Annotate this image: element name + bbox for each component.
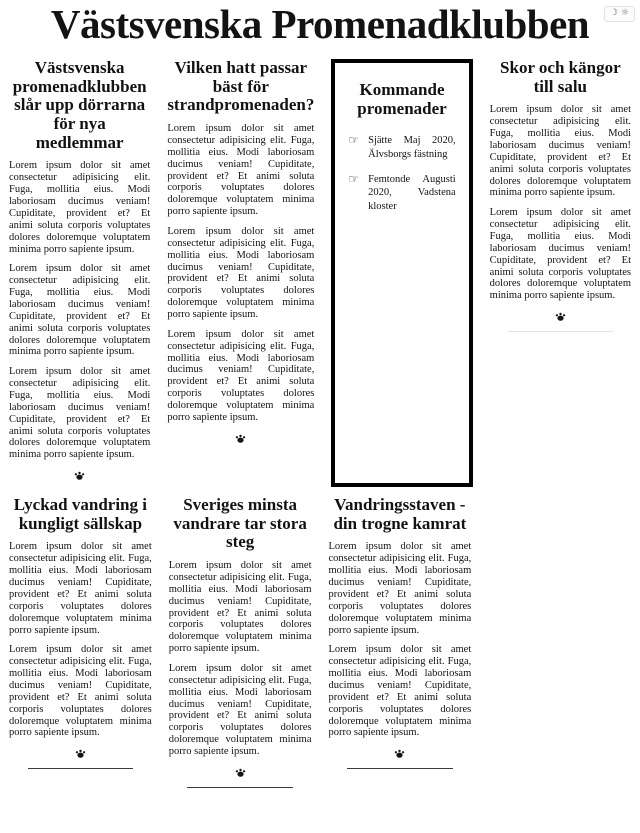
article-paragraph: Lorem ipsum dolor sit amet consectetur adipisicing elit. Fuga, mollitia eius. Modi laboriosam ducimus veniam! Cupiditate, provident et? Et animi soluta corporis voluptates dolores doloremque voluptatem minima porro sapiente ipsum. bbox=[167, 123, 315, 218]
article-divider bbox=[28, 768, 134, 769]
article-heading: Västsvenska promenadklubben slår upp dörrarna för nya medlemmar bbox=[12, 58, 147, 152]
paw-icon bbox=[169, 766, 312, 782]
empty-column bbox=[488, 496, 631, 506]
event-item bbox=[348, 173, 455, 214]
sun-icon: ☼ bbox=[620, 8, 629, 18]
article-paragraph: Lorem ipsum dolor sit amet consectetur adipisicing elit. Fuga, mollitia eius. Modi laboriosam ducimus veniam! Cupiditate, provident et? Et animi soluta corporis voluptates dolores doloremque voluptatem minima porro sapiente ipsum. bbox=[9, 160, 151, 255]
theme-toggle[interactable] bbox=[604, 6, 635, 22]
paw-icon bbox=[167, 432, 314, 448]
article-shoes-for-sale bbox=[490, 59, 631, 332]
article-walking-stick bbox=[329, 496, 472, 769]
article-paragraph: Lorem ipsum dolor sit amet consectetur adipisicing elit. Fuga, mollitia eius. Modi laboriosam ducimus veniam! Cupiditate, provident et? Et animi soluta corporis voluptates dolores doloremque voluptatem minima porro sapiente ipsum. bbox=[9, 263, 151, 358]
pointing-hand-icon: ☞ bbox=[348, 171, 360, 186]
article-smallest-walker bbox=[169, 496, 312, 788]
paw-icon bbox=[9, 747, 152, 763]
article-paragraph: Lorem ipsum dolor sit amet consectetur adipisicing elit. Fuga, mollitia eius. Modi laboriosam ducimus veniam! Cupiditate, provident et? Et animi soluta corporis voluptates dolores doloremque voluptatem minima porro sapiente ipsum. bbox=[168, 663, 312, 758]
article-divider bbox=[508, 331, 613, 332]
article-heading: Skor och kängor till salu bbox=[500, 58, 621, 96]
article-royal-walk bbox=[9, 496, 152, 769]
article-heading: Vilken hatt passar bäst för strandpromenaden? bbox=[167, 58, 315, 115]
article-paragraph: Lorem ipsum dolor sit amet consectetur adipisicing elit. Fuga, mollitia eius. Modi laboriosam ducimus veniam! Cupiditate, provident et? Et animi soluta corporis voluptates dolores doloremque voluptatem minima porro sapiente ipsum. bbox=[9, 366, 151, 461]
article-heading: Vandringsstaven - din trogne kamrat bbox=[333, 495, 467, 533]
article-paragraph: Lorem ipsum dolor sit amet consectetur adipisicing elit. Fuga, mollitia eius. Modi laboriosam ducimus veniam! Cupiditate, provident et? Et animi soluta corporis voluptates dolores doloremque voluptatem minima porro sapiente ipsum. bbox=[489, 104, 631, 199]
bottom-section bbox=[0, 496, 640, 788]
article-new-members bbox=[9, 59, 150, 488]
article-paragraph: Lorem ipsum dolor sit amet consectetur adipisicing elit. Fuga, mollitia eius. Modi laboriosam ducimus veniam! Cupiditate, provident et? Et animi soluta corporis voluptates dolores doloremque voluptatem minima porro sapiente ipsum. bbox=[168, 560, 312, 655]
event-text: Sjätte Maj 2020, Älvsborgs fästning bbox=[368, 135, 456, 161]
article-paragraph: Lorem ipsum dolor sit amet consectetur adipisicing elit. Fuga, mollitia eius. Modi laboriosam ducimus veniam! Cupiditate, provident et? Et animi soluta corporis voluptates dolores doloremque voluptatem minima porro sapiente ipsum. bbox=[167, 225, 315, 320]
top-section bbox=[0, 59, 640, 488]
article-paragraph: Lorem ipsum dolor sit amet consectetur adipisicing elit. Fuga, mollitia eius. Modi laboriosam ducimus veniam! Cupiditate, provident et? Et animi soluta corporis voluptates dolores doloremque voluptatem minima porro sapiente ipsum. bbox=[167, 328, 315, 423]
article-paragraph: Lorem ipsum dolor sit amet consectetur adipisicing elit. Fuga, mollitia eius. Modi laboriosam ducimus veniam! Cupiditate, provident et? Et animi soluta corporis voluptates dolores doloremque voluptatem minima porro sapiente ipsum. bbox=[9, 644, 152, 739]
event-item bbox=[348, 134, 455, 161]
events-heading: Kommande promenader bbox=[357, 80, 447, 118]
article-beach-hat bbox=[167, 59, 314, 451]
article-paragraph: Lorem ipsum dolor sit amet consectetur adipisicing elit. Fuga, mollitia eius. Modi laboriosam ducimus veniam! Cupiditate, provident et? Et animi soluta corporis voluptates dolores doloremque voluptatem minima porro sapiente ipsum. bbox=[328, 644, 472, 739]
pointing-hand-icon: ☞ bbox=[348, 133, 360, 148]
article-paragraph: Lorem ipsum dolor sit amet consectetur adipisicing elit. Fuga, mollitia eius. Modi laboriosam ducimus veniam! Cupiditate, provident et? Et animi soluta corporis voluptates dolores doloremque voluptatem minima porro sapiente ipsum. bbox=[489, 207, 631, 302]
paw-icon bbox=[490, 310, 631, 326]
page-title: Västsvenska Promenadklubben bbox=[50, 1, 590, 47]
paw-icon bbox=[9, 469, 150, 485]
paw-icon bbox=[329, 747, 472, 763]
events-list bbox=[346, 134, 457, 213]
event-text: Femtonde Augusti 2020, Vadstena kloster bbox=[368, 173, 456, 212]
moon-icon: ☽ bbox=[609, 8, 618, 18]
article-divider bbox=[347, 768, 453, 769]
article-divider bbox=[187, 787, 293, 788]
upcoming-walks-box bbox=[331, 59, 472, 487]
article-paragraph: Lorem ipsum dolor sit amet consectetur adipisicing elit. Fuga, mollitia eius. Modi laboriosam ducimus veniam! Cupiditate, provident et? Et animi soluta corporis voluptates dolores doloremque voluptatem minima porro sapiente ipsum. bbox=[9, 541, 152, 636]
article-heading: Sveriges minsta vandrare tar stora steg bbox=[173, 495, 307, 552]
article-heading: Lyckad vandring i kungligt sällskap bbox=[13, 495, 147, 533]
article-paragraph: Lorem ipsum dolor sit amet consectetur adipisicing elit. Fuga, mollitia eius. Modi laboriosam ducimus veniam! Cupiditate, provident et? Et animi soluta corporis voluptates dolores doloremque voluptatem minima porro sapiente ipsum. bbox=[328, 541, 472, 636]
